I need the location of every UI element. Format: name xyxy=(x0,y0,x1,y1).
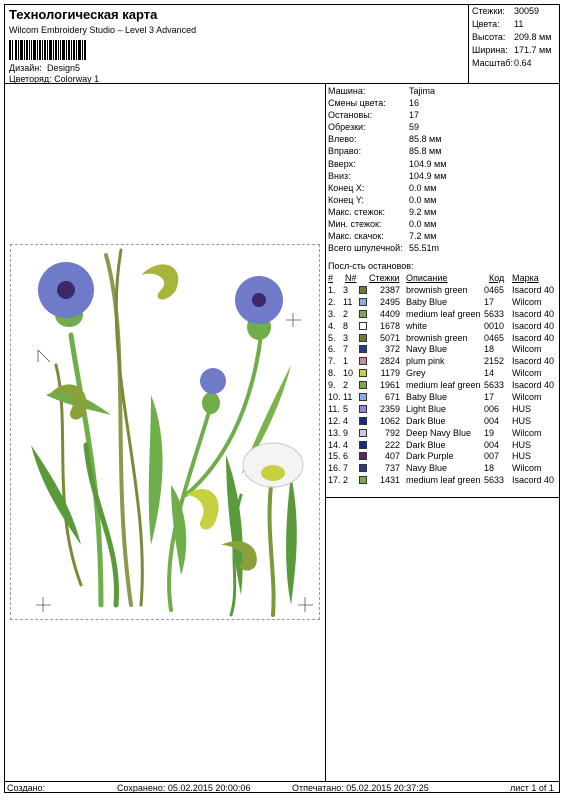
machine-info xyxy=(328,86,558,255)
stop-color-num: 2 xyxy=(343,475,349,486)
column-divider xyxy=(325,84,326,781)
stop-row xyxy=(328,344,558,356)
color-swatch xyxy=(359,393,367,401)
color-swatch xyxy=(359,381,367,389)
stop-stitches: 1678 xyxy=(379,320,400,331)
stop-description: Navy Blue xyxy=(406,463,448,474)
color-swatch xyxy=(359,310,367,318)
stop-color-num: 2 xyxy=(343,380,349,391)
stop-color-num: 4 xyxy=(343,439,349,450)
col-brand: Марка xyxy=(512,273,539,283)
stops-title: Посл-сть остановов: xyxy=(328,261,414,271)
machine-row: Влево: 85.8 мм xyxy=(328,134,442,145)
stop-stitches: 1179 xyxy=(380,368,400,379)
color-swatch xyxy=(359,357,367,365)
header-panel xyxy=(4,4,469,84)
stop-code: 004 xyxy=(484,439,500,450)
stop-color-num: 8 xyxy=(343,320,349,331)
stop-code: 006 xyxy=(484,403,500,414)
stop-stitches: 1431 xyxy=(379,475,400,486)
stop-description: Dark Blue xyxy=(406,415,446,426)
summary-stats xyxy=(469,4,560,84)
stop-description: Deep Navy Blue xyxy=(406,427,472,438)
color-swatch xyxy=(359,429,367,437)
col-code: Код xyxy=(489,273,505,283)
stop-row xyxy=(328,416,558,428)
stop-brand: Wilcom xyxy=(512,344,542,355)
created-label: Создано: xyxy=(7,783,46,793)
stop-stitches: 792 xyxy=(384,427,400,438)
stop-code: 5633 xyxy=(484,308,505,319)
stop-index: 13. xyxy=(328,427,341,438)
stop-code: 14 xyxy=(484,368,495,379)
color-swatch xyxy=(359,476,367,484)
stop-brand: Wilcom xyxy=(512,392,542,403)
stops-end-divider xyxy=(325,497,560,498)
stop-stitches: 1961 xyxy=(379,380,400,391)
stop-stitches: 1062 xyxy=(379,415,400,426)
stop-description: Light Blue xyxy=(406,403,447,414)
stop-index: 11. xyxy=(328,403,340,414)
machine-row: Конец X: 0.0 мм xyxy=(328,182,437,193)
software-name: Wilcom Embroidery Studio – Level 3 Advanced xyxy=(9,25,197,35)
stop-code: 0465 xyxy=(484,332,505,343)
stop-code: 17 xyxy=(484,392,495,403)
page-title: Технологическая карта xyxy=(9,7,158,22)
color-swatch xyxy=(359,322,367,330)
design-preview xyxy=(10,244,320,620)
col-hash: # xyxy=(328,273,334,283)
stat-colors: Цвета: 11 xyxy=(472,19,524,29)
barcode xyxy=(9,40,87,60)
stop-description: brownish green xyxy=(406,285,468,295)
stop-color-num: 11 xyxy=(343,296,353,307)
col-num: N# xyxy=(345,273,357,283)
stop-brand: HUS xyxy=(512,415,532,426)
stop-code: 2152 xyxy=(484,356,505,367)
stop-row xyxy=(328,451,558,463)
stop-description: Dark Blue xyxy=(406,439,446,450)
design-label: Дизайн: xyxy=(9,63,42,73)
stop-description: medium leaf green xyxy=(406,475,481,486)
stop-code: 19 xyxy=(484,427,495,438)
stop-description: Navy Blue xyxy=(406,344,448,355)
stop-description: Dark Purple xyxy=(406,451,454,462)
stop-index: 2. xyxy=(328,296,336,307)
stop-code: 007 xyxy=(484,451,500,462)
stop-brand: HUS xyxy=(512,403,532,414)
color-swatch xyxy=(359,345,367,353)
page-number: лист 1 of 1 xyxy=(510,783,554,793)
color-swatch xyxy=(359,464,367,472)
stop-index: 1. xyxy=(328,285,336,295)
stop-code: 004 xyxy=(484,415,500,426)
stops-table xyxy=(328,285,558,487)
color-swatch xyxy=(359,452,367,460)
stop-color-num: 7 xyxy=(343,344,349,355)
stop-code: 18 xyxy=(484,463,495,474)
machine-row: Вниз: 104.9 мм xyxy=(328,170,447,181)
stop-description: brownish green xyxy=(406,332,468,343)
colorway-row xyxy=(9,74,99,84)
machine-row: Всего шпулечной: 55.51m xyxy=(328,243,440,254)
stop-brand: Isacord 40 xyxy=(512,320,555,331)
stat-scale: Масштаб: 0.64 xyxy=(472,58,532,68)
machine-row: Смены цвета: 16 xyxy=(328,98,420,109)
stop-color-num: 4 xyxy=(343,415,349,426)
stop-row xyxy=(328,475,558,487)
stop-stitches: 222 xyxy=(384,439,400,450)
stop-row xyxy=(328,404,558,416)
stat-stitches: Стежки: 30059 xyxy=(472,6,540,16)
stop-index: 9. xyxy=(328,380,336,391)
stop-brand: Isacord 40 xyxy=(512,285,555,295)
design-value: Design5 xyxy=(47,63,81,73)
stop-stitches: 2495 xyxy=(379,296,400,307)
stop-index: 16. xyxy=(328,463,341,474)
saved-date: Сохранено: 05.02.2015 20:00:06 xyxy=(117,783,251,793)
stop-description: medium leaf green xyxy=(406,308,481,319)
stop-color-num: 6 xyxy=(343,451,349,462)
stop-row xyxy=(328,380,558,392)
colorway-value: Colorway 1 xyxy=(54,74,100,84)
color-swatch xyxy=(359,369,367,377)
stop-color-num: 9 xyxy=(343,427,349,438)
stop-index: 4. xyxy=(328,320,336,331)
color-swatch xyxy=(359,417,367,425)
color-swatch xyxy=(359,286,367,294)
stop-color-num: 3 xyxy=(343,285,349,295)
stop-description: plum pink xyxy=(406,356,445,367)
leaves xyxy=(31,365,297,605)
stop-index: 12. xyxy=(328,415,341,426)
stop-description: white xyxy=(406,320,428,331)
stop-color-num: 11 xyxy=(343,392,353,403)
stop-brand: Isacord 40 xyxy=(512,380,555,391)
color-swatch xyxy=(359,405,367,413)
stop-stitches: 2359 xyxy=(379,403,400,414)
embroidery-artwork xyxy=(11,245,319,619)
stop-index: 14. xyxy=(328,439,341,450)
stop-brand: Isacord 40 xyxy=(512,356,555,367)
stop-brand: Wilcom xyxy=(512,463,542,474)
stop-code: 17 xyxy=(484,296,495,307)
stop-color-num: 7 xyxy=(343,463,349,474)
stop-code: 0010 xyxy=(484,320,505,331)
stop-brand: HUS xyxy=(512,451,532,462)
stop-color-num: 10 xyxy=(343,368,354,379)
machine-row: Машина: Tajima xyxy=(328,86,436,96)
stop-color-num: 2 xyxy=(343,308,349,319)
stop-index: 3. xyxy=(328,308,336,319)
machine-row: Макс. стежок: 9.2 мм xyxy=(328,206,437,217)
design-name-row xyxy=(9,63,81,73)
printed-date: Отпечатано: 05.02.2015 20:37:25 xyxy=(292,783,429,793)
stop-color-num: 3 xyxy=(343,332,349,343)
stop-brand: Isacord 40 xyxy=(512,475,555,486)
stop-row xyxy=(328,297,558,309)
stop-index: 7. xyxy=(328,356,336,367)
stop-row xyxy=(328,321,558,333)
color-swatch xyxy=(359,441,367,449)
stop-brand: Wilcom xyxy=(512,427,542,438)
col-stitches: Стежки xyxy=(369,273,400,283)
stat-width: Ширина: 171.7 мм xyxy=(472,45,552,55)
stop-stitches: 671 xyxy=(384,392,400,403)
color-swatch xyxy=(359,298,367,306)
stop-stitches: 372 xyxy=(384,344,400,355)
machine-row: Вверх: 104.9 мм xyxy=(328,158,447,169)
machine-row: Обрезки: 59 xyxy=(328,122,420,133)
stop-stitches: 2387 xyxy=(379,285,400,295)
color-swatch xyxy=(359,334,367,342)
stop-description: Baby Blue xyxy=(406,296,448,307)
stop-code: 5633 xyxy=(484,475,505,486)
stop-row xyxy=(328,392,558,404)
machine-row: Вправо: 85.8 мм xyxy=(328,146,442,157)
stop-row xyxy=(328,440,558,452)
stop-color-num: 1 xyxy=(343,356,349,367)
stop-brand: Wilcom xyxy=(512,296,542,307)
stop-code: 0465 xyxy=(484,285,505,295)
machine-row: Мин. стежок: 0.0 мм xyxy=(328,219,437,230)
stop-index: 5. xyxy=(328,332,336,343)
machine-row: Конец Y: 0.0 мм xyxy=(328,194,437,205)
machine-row: Остановы: 17 xyxy=(328,110,420,121)
stop-index: 15. xyxy=(328,451,341,462)
colorway-label: Цветоряд: xyxy=(9,74,52,84)
col-desc: Описание xyxy=(406,273,448,283)
stop-stitches: 737 xyxy=(384,463,400,474)
stop-index: 10. xyxy=(328,392,341,403)
stop-brand: Isacord 40 xyxy=(512,308,555,319)
stop-stitches: 2824 xyxy=(379,356,400,367)
machine-row: Макс. скачок: 7.2 мм xyxy=(328,231,437,242)
stop-index: 6. xyxy=(328,344,336,355)
stop-row xyxy=(328,309,558,321)
stop-code: 18 xyxy=(484,344,495,355)
stop-brand: Wilcom xyxy=(512,368,542,379)
stop-index: 8. xyxy=(328,368,336,379)
stop-row xyxy=(328,356,558,368)
stop-stitches: 407 xyxy=(384,451,400,462)
stop-brand: Isacord 40 xyxy=(512,332,555,343)
stop-row xyxy=(328,368,558,380)
stop-row xyxy=(328,463,558,475)
stop-description: Grey xyxy=(406,368,426,379)
stop-row xyxy=(328,333,558,345)
stop-brand: HUS xyxy=(512,439,532,450)
page-footer xyxy=(4,781,560,793)
stop-index: 17. xyxy=(328,475,341,486)
stat-height: Высота: 209.8 мм xyxy=(472,32,552,42)
stop-stitches: 4409 xyxy=(379,308,400,319)
stop-row xyxy=(328,428,558,440)
stop-description: medium leaf green xyxy=(406,380,481,391)
stop-color-num: 5 xyxy=(343,403,349,414)
stop-row xyxy=(328,285,558,297)
stop-stitches: 5071 xyxy=(379,332,400,343)
stop-description: Baby Blue xyxy=(406,392,448,403)
stop-code: 5633 xyxy=(484,380,505,391)
